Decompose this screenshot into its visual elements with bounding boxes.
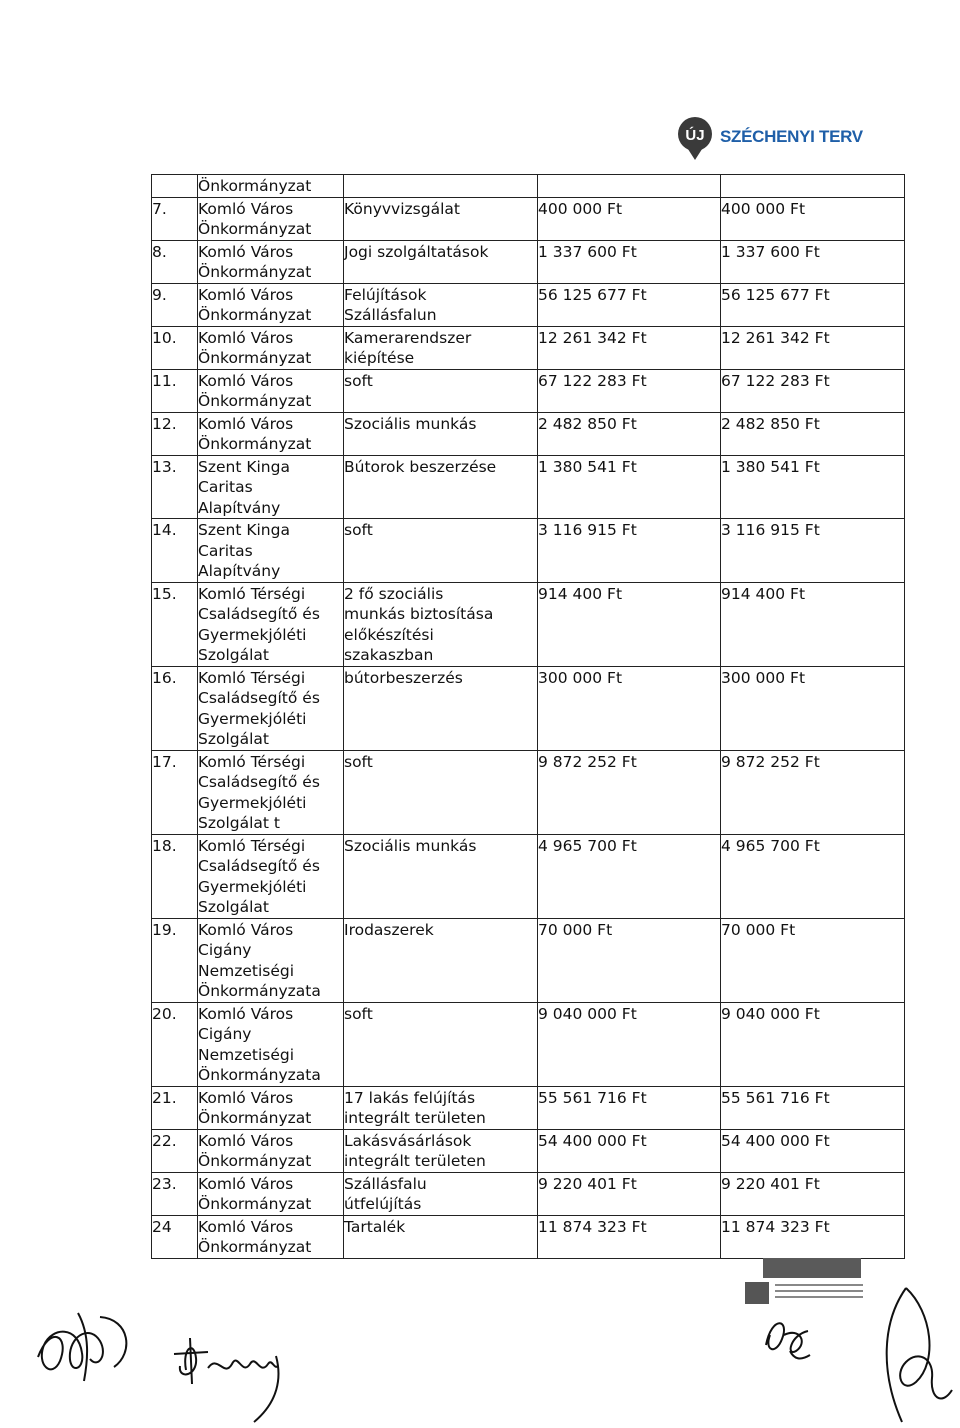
row-number: 17. xyxy=(152,750,198,834)
description-cell: Kamerarendszer kiépítése xyxy=(344,326,538,369)
svg-text:ÚJ: ÚJ xyxy=(685,127,705,144)
amount-cell: 55 561 716 Ft xyxy=(538,1086,721,1129)
table-row xyxy=(152,750,905,834)
row-number: 13. xyxy=(152,455,198,519)
signature-middle xyxy=(168,1318,298,1428)
total-amount-cell: 300 000 Ft xyxy=(721,666,905,750)
description-cell: Szociális munkás xyxy=(344,412,538,455)
row-number: 24 xyxy=(152,1215,198,1258)
row-number: 10. xyxy=(152,326,198,369)
row-number: 9. xyxy=(152,283,198,326)
amount-cell: 70 000 Ft xyxy=(538,918,721,1002)
table-row xyxy=(152,240,905,283)
table-row xyxy=(152,834,905,918)
row-number: 18. xyxy=(152,834,198,918)
total-amount-cell: 2 482 850 Ft xyxy=(721,412,905,455)
amount-cell: 1 380 541 Ft xyxy=(538,455,721,519)
row-number: 20. xyxy=(152,1002,198,1086)
amount-cell: 54 400 000 Ft xyxy=(538,1129,721,1172)
description-cell: Felújítások Szállásfalun xyxy=(344,283,538,326)
total-amount-cell: 12 261 342 Ft xyxy=(721,326,905,369)
signature-initials-left xyxy=(30,1295,145,1385)
organization-cell: Komló Térségi Családsegítő és Gyermekjóléti Szolgálat xyxy=(198,666,344,750)
row-number: 8. xyxy=(152,240,198,283)
amount-cell xyxy=(538,175,721,198)
row-number: 23. xyxy=(152,1172,198,1215)
organization-cell: Komló Város Önkormányzat xyxy=(198,1129,344,1172)
description-cell: Irodaszerek xyxy=(344,918,538,1002)
amount-cell: 9 220 401 Ft xyxy=(538,1172,721,1215)
amount-cell: 12 261 342 Ft xyxy=(538,326,721,369)
description-cell: Szállásfalu útfelújítás xyxy=(344,1172,538,1215)
description-cell: soft xyxy=(344,1002,538,1086)
eu-funding-label xyxy=(745,1258,865,1308)
table-row xyxy=(152,1172,905,1215)
table-row xyxy=(152,1002,905,1086)
description-cell: Lakásvásárlások integrált területen xyxy=(344,1129,538,1172)
uj-badge-icon xyxy=(676,115,714,159)
total-amount-cell: 56 125 677 Ft xyxy=(721,283,905,326)
organization-cell: Komló Város Cigány Nemzetiségi Önkormányzata xyxy=(198,1002,344,1086)
table-row xyxy=(152,666,905,750)
table-row xyxy=(152,1086,905,1129)
total-amount-cell: 4 965 700 Ft xyxy=(721,834,905,918)
description-cell: 17 lakás felújítás integrált területen xyxy=(344,1086,538,1129)
row-number: 15. xyxy=(152,582,198,666)
table-row xyxy=(152,175,905,198)
total-amount-cell: 400 000 Ft xyxy=(721,197,905,240)
description-cell xyxy=(344,175,538,198)
total-amount-cell: 914 400 Ft xyxy=(721,582,905,666)
total-amount-cell: 3 116 915 Ft xyxy=(721,519,905,583)
amount-cell: 4 965 700 Ft xyxy=(538,834,721,918)
total-amount-cell: 1 337 600 Ft xyxy=(721,240,905,283)
table-row xyxy=(152,326,905,369)
description-cell: Szociális munkás xyxy=(344,834,538,918)
amount-cell: 914 400 Ft xyxy=(538,582,721,666)
organization-cell: Komló Város Önkormányzat xyxy=(198,1086,344,1129)
total-amount-cell xyxy=(721,175,905,198)
amount-cell: 56 125 677 Ft xyxy=(538,283,721,326)
table-row xyxy=(152,1215,905,1258)
row-number: 19. xyxy=(152,918,198,1002)
row-number: 12. xyxy=(152,412,198,455)
table-row xyxy=(152,918,905,1002)
description-cell: Jogi szolgáltatások xyxy=(344,240,538,283)
amount-cell: 11 874 323 Ft xyxy=(538,1215,721,1258)
organization-cell: Komló Város Önkormányzat xyxy=(198,240,344,283)
amount-cell: 2 482 850 Ft xyxy=(538,412,721,455)
description-cell: Bútorok beszerzése xyxy=(344,455,538,519)
amount-cell: 1 337 600 Ft xyxy=(538,240,721,283)
amount-cell: 9 040 000 Ft xyxy=(538,1002,721,1086)
row-number: 22. xyxy=(152,1129,198,1172)
amount-cell: 300 000 Ft xyxy=(538,666,721,750)
row-number: 16. xyxy=(152,666,198,750)
total-amount-cell: 9 040 000 Ft xyxy=(721,1002,905,1086)
eu-label-banner xyxy=(763,1258,861,1278)
organization-cell: Komló Térségi Családsegítő és Gyermekjóléti Szolgálat xyxy=(198,582,344,666)
table-row xyxy=(152,283,905,326)
table-row xyxy=(152,1129,905,1172)
amount-cell: 3 116 915 Ft xyxy=(538,519,721,583)
table-row xyxy=(152,412,905,455)
table-row xyxy=(152,519,905,583)
table-row xyxy=(152,582,905,666)
eu-label-fine-print xyxy=(775,1284,863,1302)
description-cell: Könyvvizsgálat xyxy=(344,197,538,240)
szechenyi-terv-logo xyxy=(676,115,863,159)
description-cell: 2 fő szociális munkás biztosítása előkészítési szakaszban xyxy=(344,582,538,666)
total-amount-cell: 9 872 252 Ft xyxy=(721,750,905,834)
table-row xyxy=(152,369,905,412)
organization-cell: Komló Város Önkormányzat xyxy=(198,1215,344,1258)
project-table xyxy=(151,174,905,1259)
description-cell: soft xyxy=(344,369,538,412)
organization-cell: Szent Kinga Caritas Alapítvány xyxy=(198,519,344,583)
organization-cell: Komló Térségi Családsegítő és Gyermekjóléti Szolgálat xyxy=(198,834,344,918)
total-amount-cell: 54 400 000 Ft xyxy=(721,1129,905,1172)
amount-cell: 400 000 Ft xyxy=(538,197,721,240)
total-amount-cell: 67 122 283 Ft xyxy=(721,369,905,412)
organization-cell: Önkormányzat xyxy=(198,175,344,198)
row-number: 21. xyxy=(152,1086,198,1129)
total-amount-cell: 70 000 Ft xyxy=(721,918,905,1002)
table-body xyxy=(152,175,905,1259)
logo-text: SZÉCHENYI TERV xyxy=(720,127,863,146)
organization-cell: Komló Város Cigány Nemzetiségi Önkormányzata xyxy=(198,918,344,1002)
organization-cell: Komló Város Önkormányzat xyxy=(198,1172,344,1215)
row-number: 14. xyxy=(152,519,198,583)
organization-cell: Szent Kinga Caritas Alapítvány xyxy=(198,455,344,519)
organization-cell: Komló Térségi Családsegítő és Gyermekjóléti Szolgálat t xyxy=(198,750,344,834)
signature-initials-right xyxy=(760,1305,820,1365)
row-number xyxy=(152,175,198,198)
total-amount-cell: 55 561 716 Ft xyxy=(721,1086,905,1129)
description-cell: bútorbeszerzés xyxy=(344,666,538,750)
description-cell: soft xyxy=(344,519,538,583)
table-row xyxy=(152,455,905,519)
organization-cell: Komló Város Önkormányzat xyxy=(198,326,344,369)
description-cell: Tartalék xyxy=(344,1215,538,1258)
amount-cell: 67 122 283 Ft xyxy=(538,369,721,412)
organization-cell: Komló Város Önkormányzat xyxy=(198,197,344,240)
row-number: 7. xyxy=(152,197,198,240)
organization-cell: Komló Város Önkormányzat xyxy=(198,369,344,412)
organization-cell: Komló Város Önkormányzat xyxy=(198,283,344,326)
amount-cell: 9 872 252 Ft xyxy=(538,750,721,834)
row-number: 11. xyxy=(152,369,198,412)
total-amount-cell: 9 220 401 Ft xyxy=(721,1172,905,1215)
organization-cell: Komló Város Önkormányzat xyxy=(198,412,344,455)
total-amount-cell: 11 874 323 Ft xyxy=(721,1215,905,1258)
signature-right xyxy=(872,1282,960,1427)
table-row xyxy=(152,197,905,240)
description-cell: soft xyxy=(344,750,538,834)
eu-flag-icon xyxy=(745,1282,769,1304)
total-amount-cell: 1 380 541 Ft xyxy=(721,455,905,519)
